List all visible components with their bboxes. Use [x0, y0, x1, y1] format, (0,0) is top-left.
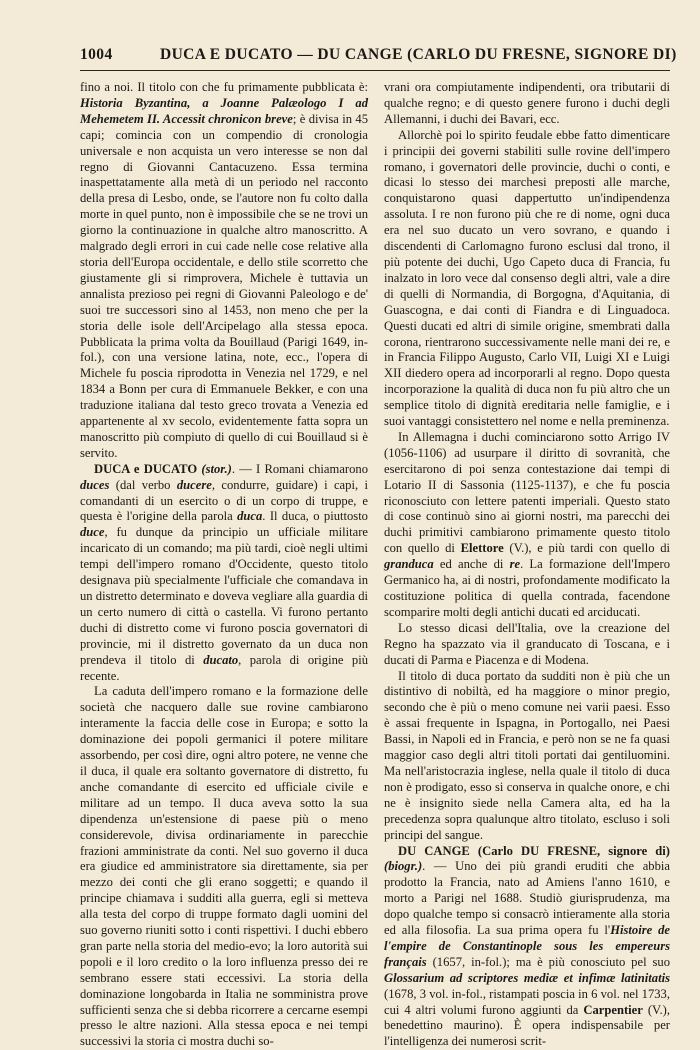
page-number: 1004	[80, 46, 113, 64]
paragraph: Allorchè poi lo spirito feudale ebbe fatto dimenticare i principii dei governi stabiliti sulle rovine dell'impero romano, i governatori delle provincie, duchi o conti, e dicasi lo stesso dei marchesi preposti alle marche, conquistarono quasi dappertutto un'indipendenza assoluta. I re non furono più che re di nome, ogni duca era nel suo ducato un vero sovrano, e quando i discendenti di Carlomagno furono esclusi dal trono, il più potente dei duchi, Ugo Capeto duca di Francia, fu inalzato in loro vece dal consenso degli altri, vale a dire di quelli di Normandia, di Borgogna, d'Aquitania, di Guascogna, e dai conti di Fiandra e di Linguadoca. Questi ducati ed altri di simile origine, smembrati dalla corona, rientrarono successivamente nelle mani dei re, e in Francia Filippo Augusto, Carlo VII, Luigi XI e Luigi XII diedero opera ad incorporarli al regno. Dopo questa incorporazione la qualità di duca non fu più altro che un semplice titolo di dignità ereditaria nelle famiglie, e i suoi vantaggi consistettero nel nome e nella preminenza.	[384, 128, 670, 430]
paragraph: Lo stesso dicasi dell'Italia, ove la creazione del Regno ha spazzato via il granducato di Toscana, e i ducati di Parma e Piacenza e di Modena.	[384, 621, 670, 669]
paragraph: vrani ora compiutamente indipendenti, ora tributarii di qualche regno; e di questo genere furono i duchi degli Allemanni, i duchi dei Bavari, ecc.	[384, 80, 670, 128]
paragraph: La caduta dell'impero romano e la formazione delle società che nacquero dalle sue rovine cambiarono interamente la faccia delle cose in Europa; e sotto la dominazione dei popoli germanici il potere militare assorbendo, per così dire, ogni altro potere, ne venne che il duca, il quale era soltanto governatore di distretto, fu anche comandante di esercito ed ufficiale civile e militare ad un tempo. Il duca aveva sotto la sua dipendenza un'estensione di paese più o meno considerevole, divisa ordinariamente in parecchie frazioni amministrate da conti. Nel suo governo il duca era giudice ed amministratore sia direttamente, sia per mezzo dei conti che gli erano soggetti; e quando il principe chiamava i sudditi alla guerra, egli si metteva alla testa del corpo di truppe formato dagli uomini del suo governo riuniti sotto i conti rispettivi. I duchi ebbero gran parte nella storia del medio-evo; la loro autorità sui popoli e il loro credito o la loro influenza presso dei re sembrano essere stati eccessivi. La storia della dominazione longobarda in Italia ne somministra prove sufficienti senza che si debba ricorrere a cercarne esempi presso le altre nazioni. Alla stessa epoca e nei tempi successivi la storia ci mostra duchi so-	[80, 684, 368, 1050]
entry-heading: DU CANGE (Carlo DU FRESNE, signore di)	[398, 844, 670, 858]
header-rule	[80, 70, 670, 71]
running-title: DUCA E DUCATO — DU CANGE (CARLO DU FRESNE, SIGNORE DI)	[160, 46, 677, 64]
left-column	[80, 80, 368, 1020]
entry-continuation-paragraph: fino a noi. Il titolo con che fu primamente pubblicata è: Historia Byzantina, a Joanne Palæologo I ad Mehemetem II. Accessit chronicon breve; è divisa in 45 capi; comincia con un compendio di cronologia universale e non acquista un vero interesse se non dal regno di Giovanni Cantacuzeno. Essa termina inaspettatamente alla metà di un periodo nel racconto della presa di Lesbo, onde, se l'autore non fu colto dalla morte in quel punto, non è impossibile che se ne trovi un giorno la continuazione in qualche altro manoscritto. A malgrado degli errori in cui cade nelle cose relative alla storia dell'Europa occidentale, e dello stile scorretto che giustamente gli si rimprovera, Michele è tuttavia un annalista prezioso pei regni di Giovanni Paleologo e de' suoi tre successori sino al 1453, non meno che per la storia delle isole dell'Arcipelago alla stessa epoca. Pubblicata la prima volta da Bouillaud (Parigi 1649, in-fol.), con una versione latina, note, ecc., l'opera di Michele fu poscia riprodotta in Venezia nel 1729, e nel 1834 a Bonn per cura di Emmanuele Bekker, e con una traduzione italiana dal testo greco trovata a Venezia ed appartenente al xv secolo, evidentemente fatta sopra un manoscritto più compiuto di quello di cui Bouillaud si è servito.	[80, 80, 368, 462]
entry-heading: DUCA e DUCATO	[94, 462, 197, 476]
entry-tag: (stor.)	[201, 462, 231, 476]
paragraph: Il titolo di duca portato da sudditi non è più che un distintivo di nobiltà, ed ha maggiore o minor pregio, secondo che è più o meno comune nei varii paesi. Esso è assai frequente in Ispagna, in Portogallo, nei Paesi Bassi, in Napoli ed in Francia, e però non se ne fa quasi maggior caso degli altri titoli portati dai gentiluomini. Ma nell'aristocrazia inglese, nella quale il titolo di duca non è prodigato, esso si conserva in qualche onore, e chi ne è insignito siede nella Camera alta, ed ha la precedenza sopra qualunque altro titolato, escluso i soli principi del sangue.	[384, 669, 670, 844]
right-column	[384, 80, 670, 1020]
book-title: Historia Byzantina, a Joanne Palæologo I ad Mehemetem II. Accessit chronicon breve	[80, 96, 368, 126]
entry-tag: (biogr.)	[384, 859, 422, 873]
entry-du-cange: DU CANGE (Carlo DU FRESNE, signore di) (biogr.). — Uno dei più grandi eruditi che abbia prodotto la Francia, nato ad Amiens l'anno 1610, e morto a Parigi nel 1688. Studiò giurisprudenza, ma dopo qualche tempo si consacrò intieramente alla storia ed alla filosofia. La sua prima opera fu l'Histoire de l'empire de Constantinople sous les empereurs français (1657, in-fol.); ma è più conosciuto pel suo Glossarium ad scriptores mediæ et infimæ latinitatis (1678, 3 vol. in-fol., ristampati poscia in 6 vol. nel 1733, cui 4 altri volumi furono aggiunti da Carpentier (V.), benedettino maurino). È opera indispensabile per l'intelligenza dei numerosi scrit-	[384, 844, 670, 1050]
page-header	[80, 46, 670, 68]
paragraph: In Allemagna i duchi cominciarono sotto Arrigo IV (1056-1106) ad usurpare il diritto di sovranità, che esercitarono di poi senza contestazione dai tempi di Lotario II di Sassonia (1125-1137), e che fu poscia riconosciuto con lettere patenti imperiali. Questo stato di cose continuò sino ai giorni nostri, ma parecchi dei duchi primitivi cambiarono primamente questo titolo con quello di Elettore (V.), e più tardi con quello di granduca ed anche di re. La formazione dell'Impero Germanico ha, ai di nostri, profondamente modificato la costituzione politica di quella contrada, facendone scomparire molti degli antichi ducati ed arciducati.	[384, 430, 670, 621]
entry-duca-ducato: DUCA e DUCATO (stor.). — I Romani chiamarono duces (dal verbo ducere, condurre, guidare) i capi, i comandanti di un esercito o di un corpo di truppe, e questa è l'origine della parola duca. Il duca, o piuttosto duce, fu dunque da principio un ufficiale militare incaricato di un comando; ma più tardi, cioè negli ultimi tempi dell'impero romano d'Occidente, questo titolo designava più specialmente l'ufficiale che comandava in un distretto determinato e doveva vegliare alla guardia di un certo numero di città o castella. Vi furono pertanto duchi di distretto come vi furono poscia governatori di provincie, mi il distretto governato da un duca non prendeva il titolo di ducato, parola di origine più recente.	[80, 462, 368, 685]
